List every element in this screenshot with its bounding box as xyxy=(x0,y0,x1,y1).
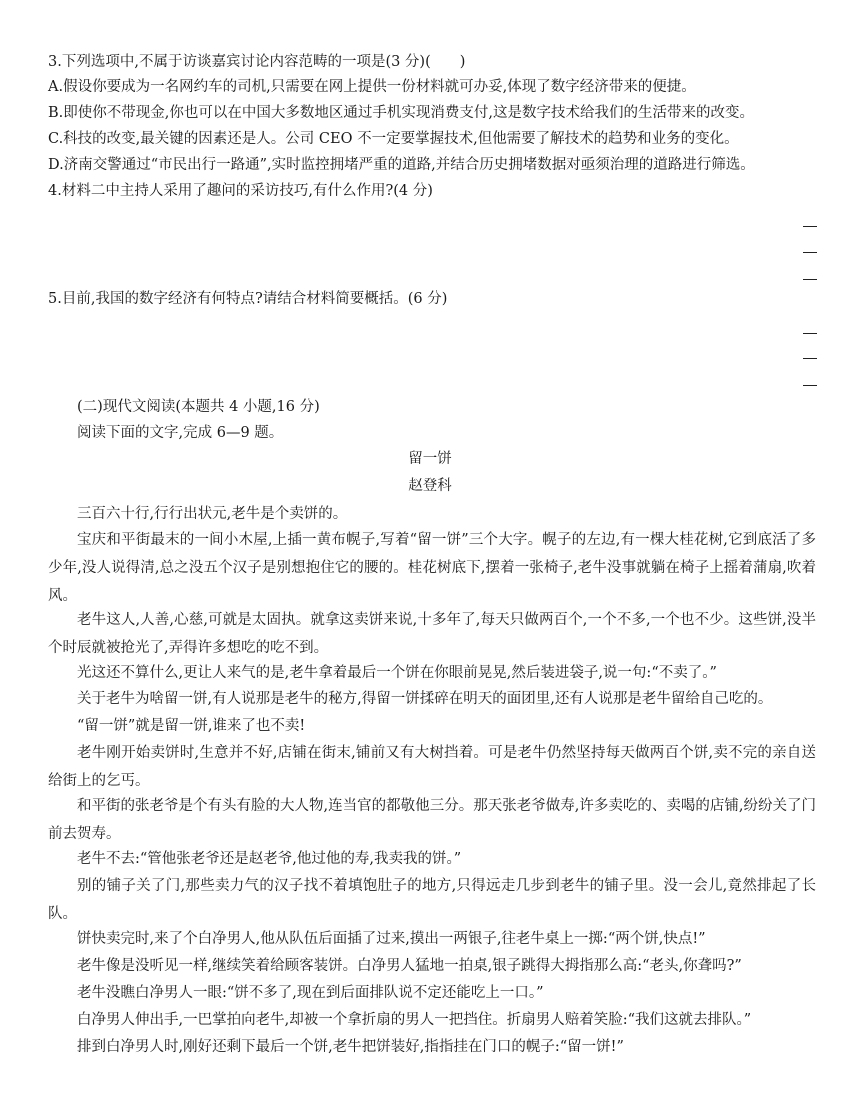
answer-line xyxy=(803,279,817,280)
question-3-option-c: C.科技的改变,最关键的因素还是人。公司 CEO 不一定要掌握技术,但他需要了解技术的趋势和业务的变化。 xyxy=(48,131,739,147)
story-paragraph: 三百六十行,行行出状元,老牛是个卖饼的。 xyxy=(77,506,348,522)
answer-line xyxy=(803,358,817,359)
answer-line xyxy=(803,252,817,253)
story-title: 留一饼 xyxy=(408,451,452,467)
story-paragraph: 老牛不去:“管他张老爷还是赵老爷,他过他的寿,我卖我的饼。” xyxy=(77,851,462,867)
story-paragraph: 别的铺子关了门,那些卖力气的汉子找不着填饱肚子的地方,只得远走几步到老牛的铺子里。没一会儿,竟然排起了长队。 xyxy=(48,878,816,922)
story-paragraph: 老牛刚开始卖饼时,生意并不好,店铺在街末,铺前又有大树挡着。可是老牛仍然坚持每天做两百个饼,卖不完的亲自送给街上的乞丐。 xyxy=(48,745,816,789)
answer-line xyxy=(803,385,817,386)
story-author: 赵登科 xyxy=(408,478,452,494)
story-paragraph: 排到白净男人时,刚好还剩下最后一个饼,老牛把饼装好,指指挂在门口的幌子:“留一饼!” xyxy=(77,1039,624,1055)
reading-instruction: 阅读下面的文字,完成 6—9 题。 xyxy=(77,425,284,441)
answer-line xyxy=(803,333,817,334)
answer-line xyxy=(803,226,817,227)
story-paragraph: 光这还不算什么,更让人来气的是,老牛拿着最后一个饼在你眼前晃晃,然后装进袋子,说一句:“不卖了。” xyxy=(77,665,717,681)
story-paragraph: 老牛没瞧白净男人一眼:“饼不多了,现在到后面排队说不定还能吃上一口。” xyxy=(77,985,544,1001)
story-paragraph: 白净男人伸出手,一巴掌拍向老牛,却被一个拿折扇的男人一把挡住。折扇男人赔着笑脸:“我们这就去排队。” xyxy=(77,1012,752,1028)
story-paragraph: 饼快卖完时,来了个白净男人,他从队伍后面插了过来,摸出一两银子,往老牛桌上一掷:“两个饼,快点!” xyxy=(77,931,706,947)
question-4-stem: 4.材料二中主持人采用了趣问的采访技巧,有什么作用?(4 分) xyxy=(48,183,433,199)
story-paragraph: 老牛像是没听见一样,继续笑着给顾客装饼。白净男人猛地一拍桌,银子跳得大拇指那么高:“老头,你聋吗?” xyxy=(77,958,742,974)
question-3-option-b: B.即使你不带现金,你也可以在中国大多数地区通过手机实现消费支付,这是数字技术给我们的生活带来的改变。 xyxy=(48,105,754,121)
story-paragraph: 老牛这人,人善,心慈,可就是太固执。就拿这卖饼来说,十多年了,每天只做两百个,一个不多,一个也不少。这些饼,没半个时辰就被抢光了,弄得许多想吃的吃不到。 xyxy=(48,612,816,656)
question-3-stem: 3.下列选项中,不属于访谈嘉宾讨论内容范畴的一项是(3 分)( ) xyxy=(48,54,466,70)
story-paragraph: “留一饼”就是留一饼,谁来了也不卖! xyxy=(77,718,306,734)
story-paragraph: 宝庆和平街最末的一间小木屋,上插一黄布幌子,写着“留一饼”三个大字。幌子的左边,有一棵大桂花树,它到底活了多少年,没人说得清,总之没五个汉子是别想抱住它的腰的。桂花树底下,摆着一张椅子,老牛没事就躺在椅子上摇着蒲扇,吹着风。 xyxy=(48,532,816,604)
story-paragraph: 关于老牛为啥留一饼,有人说那是老牛的秘方,得留一饼揉碎在明天的面团里,还有人说那是老牛留给自己吃的。 xyxy=(77,691,773,707)
question-3-option-a: A.假设你要成为一名网约车的司机,只需要在网上提供一份材料就可办妥,体现了数字经济带来的便捷。 xyxy=(48,79,696,95)
question-3-option-d: D.济南交警通过“市民出行一路通”,实时监控拥堵严重的道路,并结合历史拥堵数据对亟须治理的道路进行筛选。 xyxy=(48,157,755,173)
section-heading: (二)现代文阅读(本题共 4 小题,16 分) xyxy=(77,399,320,415)
story-paragraph: 和平街的张老爷是个有头有脸的大人物,连当官的都敬他三分。那天张老爷做寿,许多卖吃的、卖喝的店铺,纷纷关了门前去贺寿。 xyxy=(48,798,816,842)
question-5-stem: 5.目前,我国的数字经济有何特点?请结合材料简要概括。(6 分) xyxy=(48,291,448,307)
